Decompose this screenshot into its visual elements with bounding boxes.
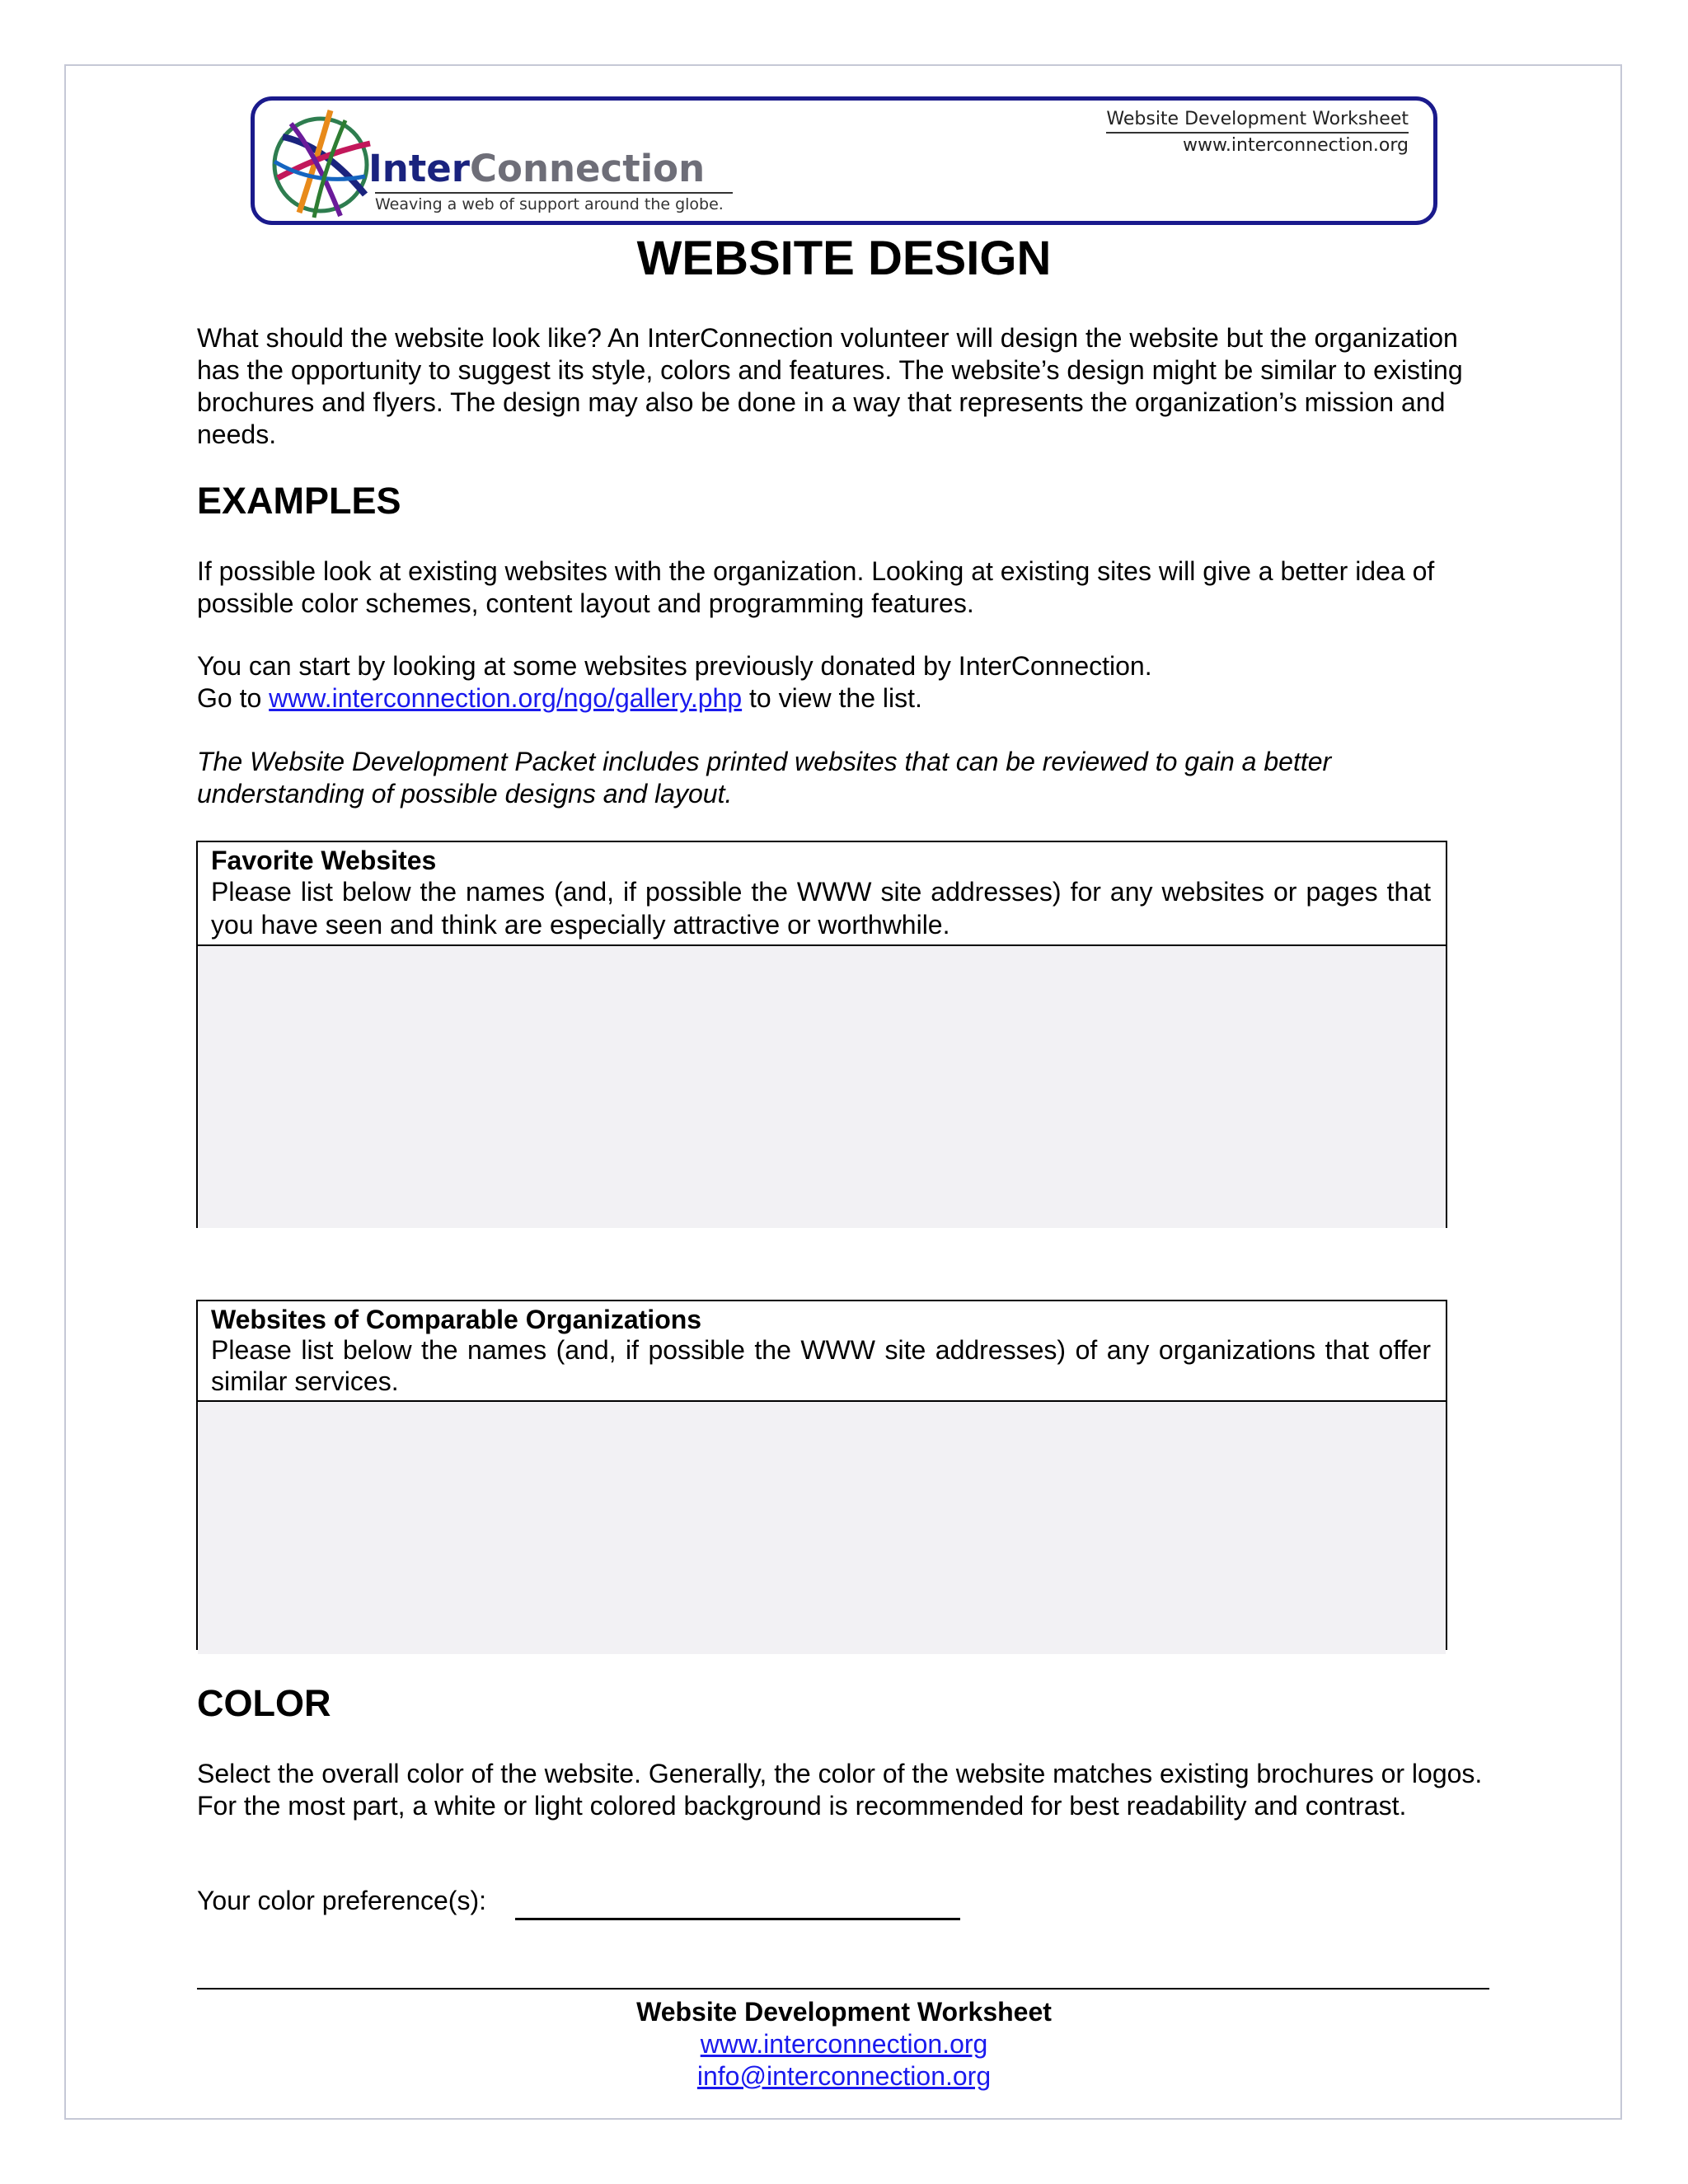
color-heading: COLOR xyxy=(197,1682,331,1724)
favorite-websites-entry-area[interactable] xyxy=(198,946,1446,1228)
globe-logo-icon xyxy=(266,104,380,221)
comparable-orgs-description: Please list below the names (and, if possible the WWW site addresses) of any organizations that offer similar services. xyxy=(211,1335,1431,1396)
comparable-orgs-box xyxy=(196,1300,1447,1650)
examples-heading: EXAMPLES xyxy=(197,480,401,522)
examples-paragraph-2 xyxy=(197,650,1483,715)
comparable-orgs-title: Websites of Comparable Organizations xyxy=(211,1305,702,1334)
comparable-orgs-entry-area[interactable] xyxy=(198,1402,1446,1654)
banner-doc-url: www.interconnection.org xyxy=(1182,135,1409,156)
color-preference-label: Your color preference(s): xyxy=(197,1886,486,1915)
goto-text: Go to xyxy=(197,683,270,713)
view-list-text: to view the list. xyxy=(742,683,922,713)
color-paragraph: Select the overall color of the website. Generally, the color of the website matches existing brochures or logos. For the most part, a white or light colored background is recommended for best readability and contrast. xyxy=(197,1759,1483,1821)
favorite-websites-title: Favorite Websites xyxy=(211,846,437,875)
footer-title: Website Development Worksheet xyxy=(636,1997,1052,2027)
intro-paragraph: What should the website look like? An InterConnection volunteer will design the website but the organization has the opportunity to suggest its style, colors and features. The website’s design might be similar to existing brochures and flyers. The design may also be done in a way that represents the organization’s mission and needs. xyxy=(197,323,1463,449)
footer-email-row xyxy=(0,2060,1688,2093)
gallery-link[interactable]: www.interconnection.org/ngo/gallery.php xyxy=(269,683,743,713)
color-preference-input-line[interactable] xyxy=(515,1918,960,1920)
banner-doc-name: Website Development Worksheet xyxy=(1106,107,1409,134)
banner-doc-info xyxy=(1106,107,1409,158)
logo-tagline: Weaving a web of support around the globe. xyxy=(375,192,733,213)
favorite-websites-header xyxy=(198,842,1446,946)
examples-paragraph-2-line-1: You can start by looking at some websites previously donated by InterConnection. xyxy=(197,651,1152,681)
logo-connection-text: Connection xyxy=(470,147,706,190)
header-banner xyxy=(251,96,1437,225)
logo-wordmark xyxy=(368,147,705,190)
footer-url-row xyxy=(0,2028,1688,2060)
examples-paragraph-3: The Website Development Packet includes printed websites that can be reviewed to gain a better understanding of possible designs and layout. xyxy=(197,747,1332,808)
examples-paragraph-1: If possible look at existing websites with the organization. Looking at existing sites will give a better idea of possible color schemes, content layout and programming features. xyxy=(197,556,1435,618)
footer-divider xyxy=(197,1988,1489,1990)
footer-email-link[interactable]: info@interconnection.org xyxy=(696,2061,992,2091)
logo-inter-text: Inter xyxy=(368,147,471,190)
examples-paragraph-2-line-2 xyxy=(197,682,1483,715)
favorite-websites-description: Please list below the names (and, if possible the WWW site addresses) for any websites or pages that you have seen and think are especially attractive or worthwhile. xyxy=(211,877,1431,940)
footer-url-link[interactable]: www.interconnection.org xyxy=(700,2029,988,2059)
page-title: WEBSITE DESIGN xyxy=(636,232,1052,285)
comparable-orgs-header xyxy=(198,1301,1446,1402)
favorite-websites-box xyxy=(196,841,1447,1228)
